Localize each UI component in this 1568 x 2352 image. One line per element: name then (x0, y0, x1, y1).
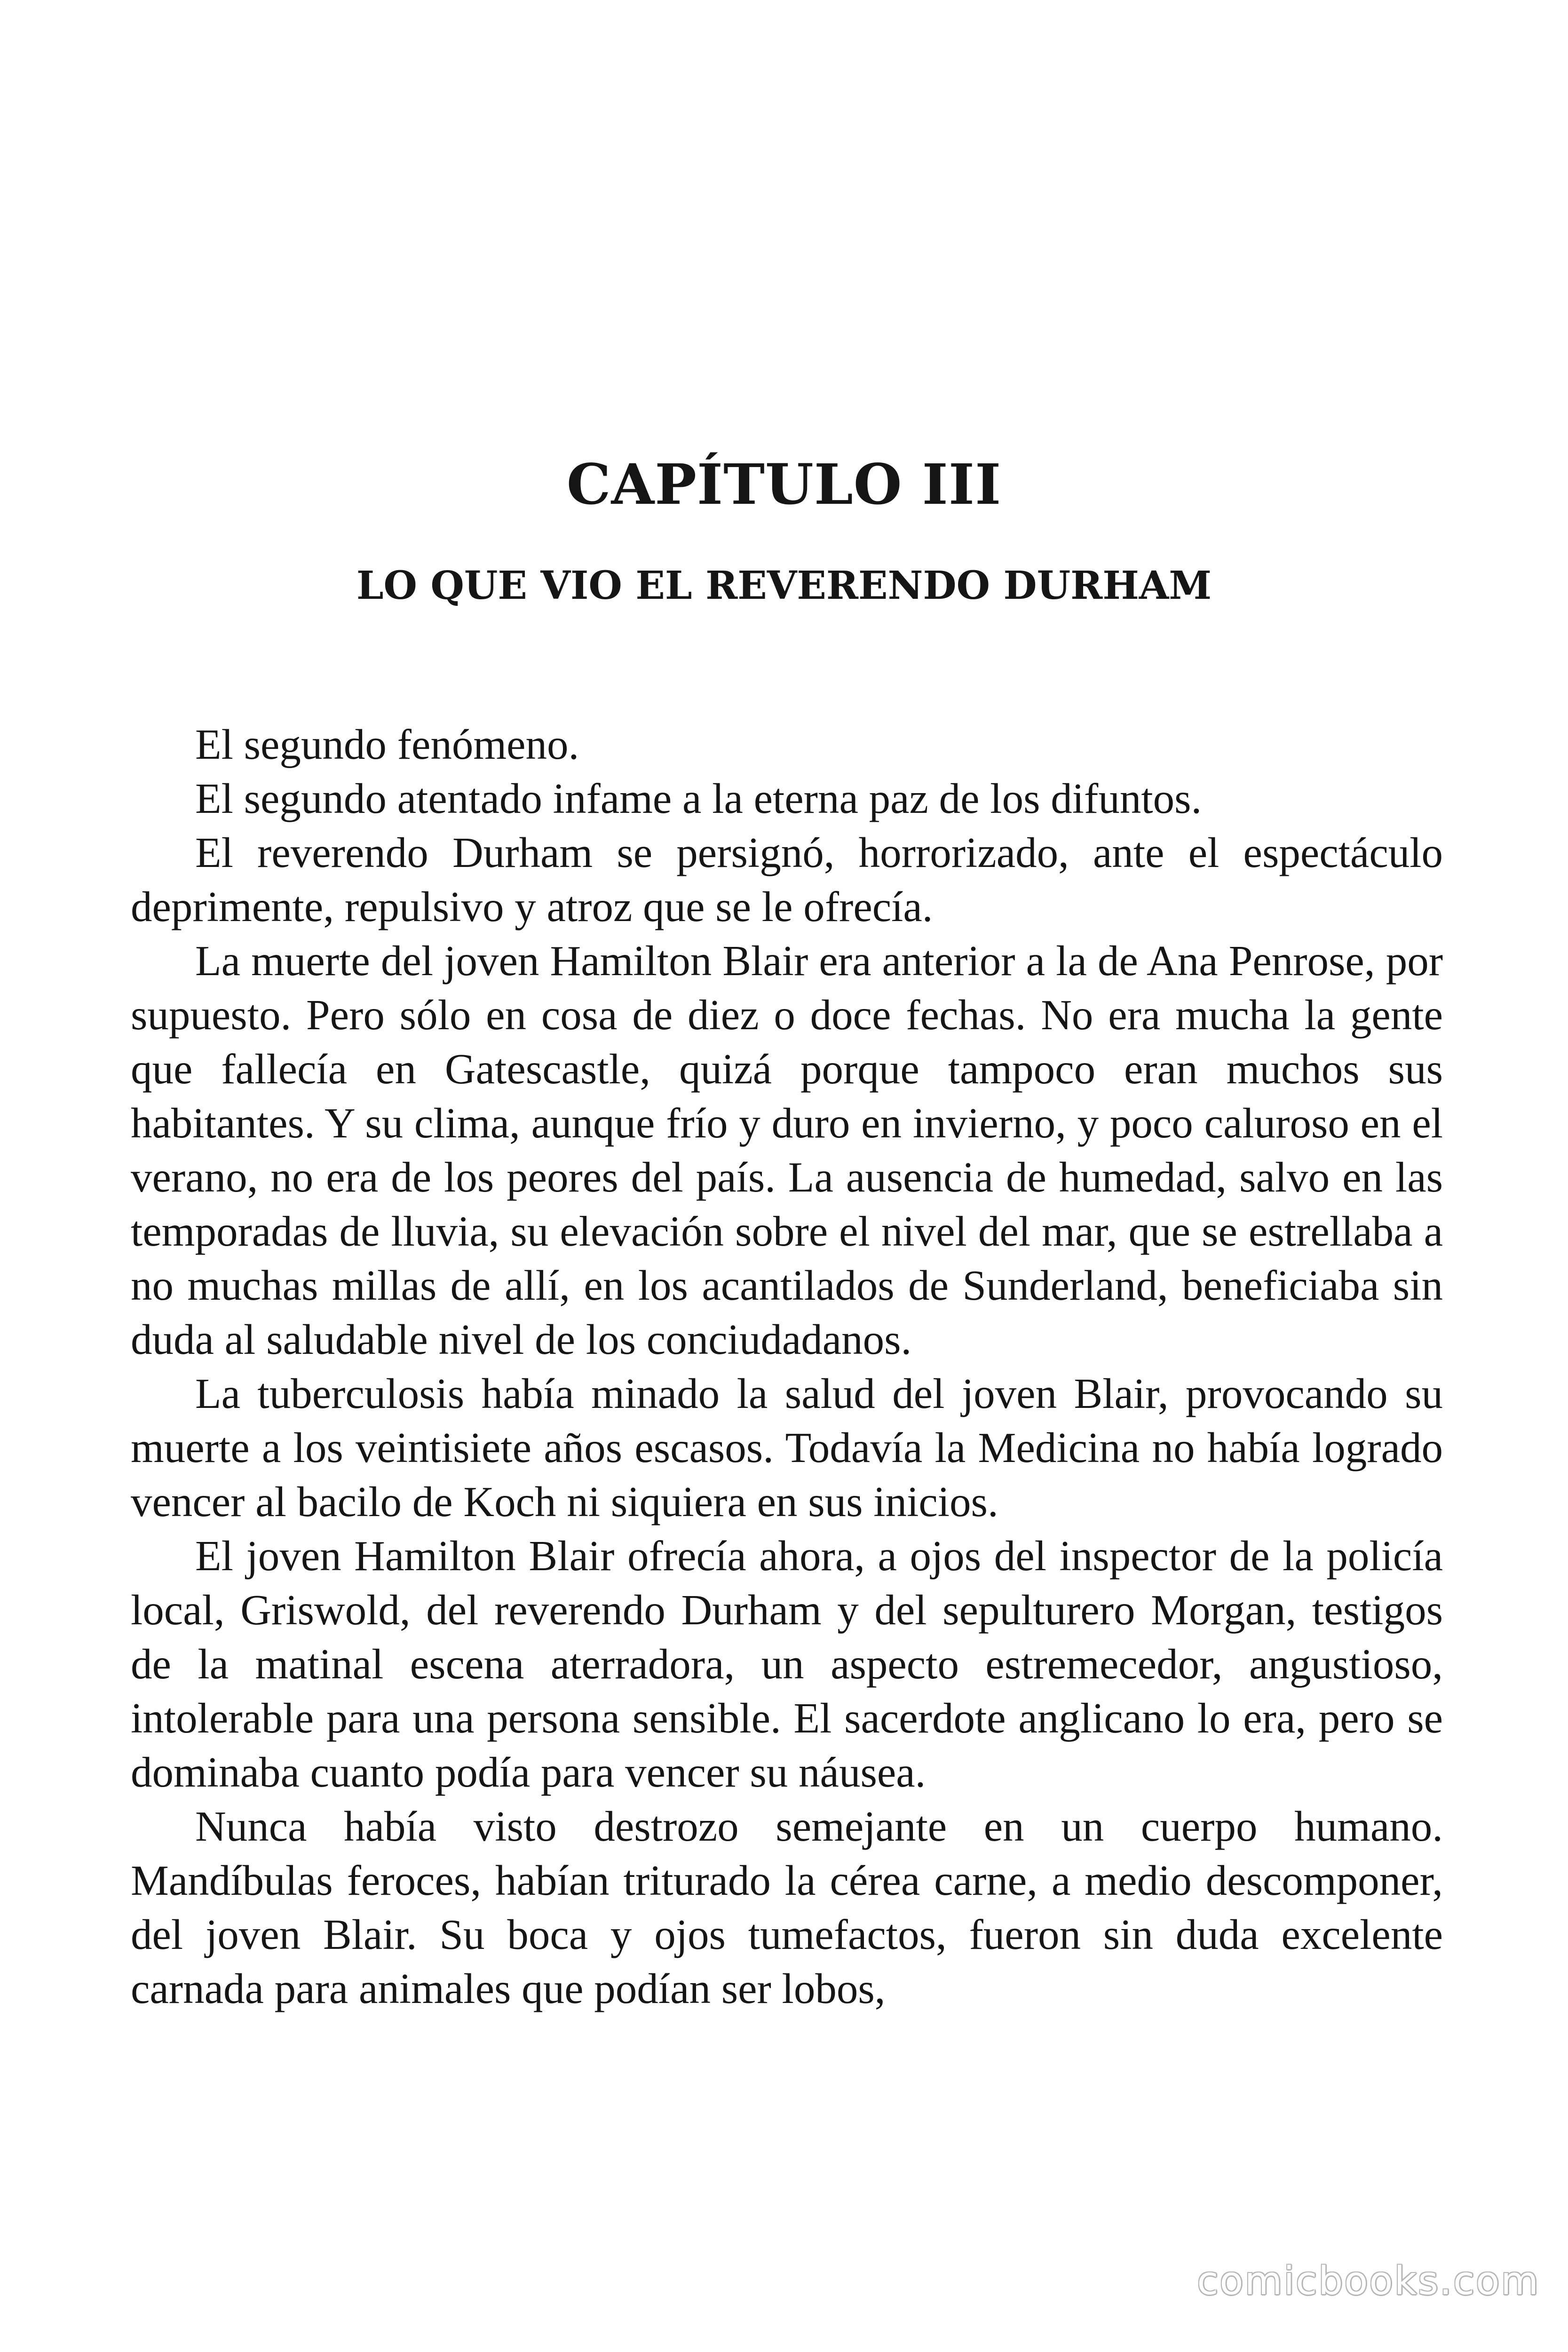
chapter-subtitle: LO QUE VIO EL REVERENDO DURHAM (356, 563, 1212, 608)
paragraph: La tuberculosis había minado la salud del joven Blair, provocando su muerte a los veintisiete años escasos. Todavía la Medicina no había logrado vencer al bacilo de Koch ni siquiera en sus inicios. (131, 1370, 1443, 1526)
paragraph: El joven Hamilton Blair ofrecía ahora, a ojos del inspector de la policía local, Griswold, del reverendo Durham y del sepulturero Morgan, testigos de la matinal escena aterradora, un aspecto estremecedor, angustioso, intolerable para una persona sensible. El sacerdote anglicano lo era, pero se dominaba cuanto podía para vencer su náusea. (131, 1532, 1443, 1796)
paragraph: La muerte del joven Hamilton Blair era anterior a la de Ana Penrose, por supuesto. Pero sólo en cosa de diez o doce fechas. No era mucha la gente que fallecía en Gatescastle, quizá porque tampoco eran muchos sus habitantes. Y su clima, aunque frío y duro en invierno, y poco caluroso en el verano, no era de los peores del país. La ausencia de humedad, salvo en las temporadas de lluvia, su elevación sobre el nivel del mar, que se estrellaba a no muchas millas de allí, en los acantilados de Sunderland, beneficiaba sin duda al saludable nivel de los conciudadanos. (131, 937, 1443, 1363)
paragraph: El segundo fenómeno. (195, 721, 579, 768)
paragraph: Nunca había visto destrozo semejante en un cuerpo humano. Mandíbulas feroces, habían triturado la cérea carne, a medio descomponer, del joven Blair. Su boca y ojos tumefactos, fueron sin duda excelente carnada para animales que podían ser lobos, (131, 1803, 1443, 2012)
paragraph: El segundo atentado infame a la eterna paz de los difuntos. (195, 775, 1202, 822)
chapter-title: CAPÍTULO III (566, 452, 1002, 517)
chapter-body (131, 717, 1443, 2016)
paragraph: El reverendo Durham se persignó, horrorizado, ante el espectáculo deprimente, repulsivo y atroz que se le ofrecía. (131, 829, 1443, 930)
watermark: comicbooks.com (1197, 2259, 1540, 2304)
